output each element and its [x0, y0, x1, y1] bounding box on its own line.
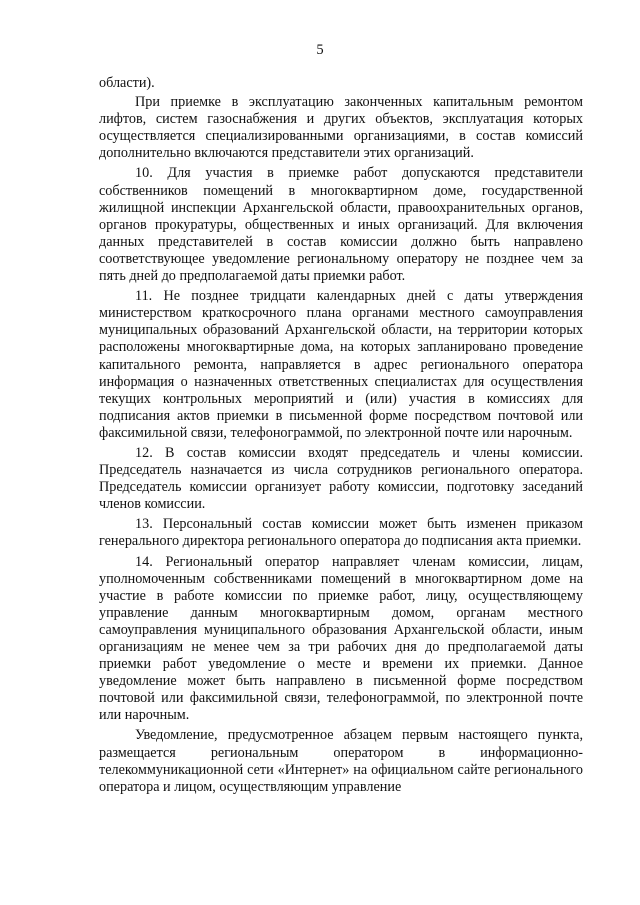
paragraph-14: 14. Региональный оператор направляет членам комиссии, лицам, уполномоченным собственниками помещений в многоквартирном доме на участие в работе комиссии по приемке работ, лицу, осуществляющему управление данным многоквартирным домом, органам местного самоуправления муниципального образования Архангельской области, иным организациям не менее чем за три рабочих дня до предполагаемой даты приемки работ уведомление о месте и времени их приемки. Данное уведомление может быть направлено в письменной форме посредством почтовой или факсимильной связи, телефонограммой, по электронной почте или нарочным.	[99, 553, 583, 724]
paragraph-11: 11. Не позднее тридцати календарных дней с даты утверждения министерством краткосрочного плана органами местного самоуправления муниципальных образований Архангельской области, на территории которых расположены многоквартирные дома, на которых запланировано проведение капитального ремонта, направляется в адрес регионального оператора информация о назначенных ответственных специалистах для осуществления текущих контрольных мероприятий и (или) участия в комиссиях для подписания актов приемки в письменной форме посредством почтовой или факсимильной связи, телефонограммой, по электронной почте или нарочным.	[99, 288, 583, 441]
paragraph-12: 12. В состав комиссии входят председатель и члены комиссии. Председатель назначается из числа сотрудников регионального оператора. Председатель комиссии организует работу комиссии, подготовку заседаний членов комиссии.	[99, 444, 583, 513]
paragraph-10: 10. Для участия в приемке работ допускаются представители собственников помещений в многоквартирном доме, государственной жилищной инспекции Архангельской области, правоохранительных органов, органов прокуратуры, общественных и иных организаций. Для включения данных представителей в состав комиссии должно быть направлено соответствующее уведомление региональному оператору не позднее чем за пять дней до предполагаемой даты приемки работ.	[99, 165, 583, 285]
page-number: 5	[316, 42, 324, 58]
document-body	[99, 75, 583, 799]
paragraph-notification: Уведомление, предусмотренное абзацем первым настоящего пункта, размещается региональным оператором в информационно-телекоммуникационной сети «Интернет» на официальном сайте регионального оператора и лицом, осуществляющим управление	[99, 727, 583, 795]
paragraph-continuation: области).	[99, 75, 155, 91]
paragraph-elevators: При приемке в эксплуатацию законченных капитальным ремонтом лифтов, систем газоснабжения и других объектов, эксплуатация которых осуществляется специализированными организациями, в состав комиссий дополнительно включаются представители этих организаций.	[99, 94, 583, 162]
paragraph-13: 13. Персональный состав комиссии может быть изменен приказом генерального директора регионального оператора до подписания акта приемки.	[99, 516, 583, 550]
